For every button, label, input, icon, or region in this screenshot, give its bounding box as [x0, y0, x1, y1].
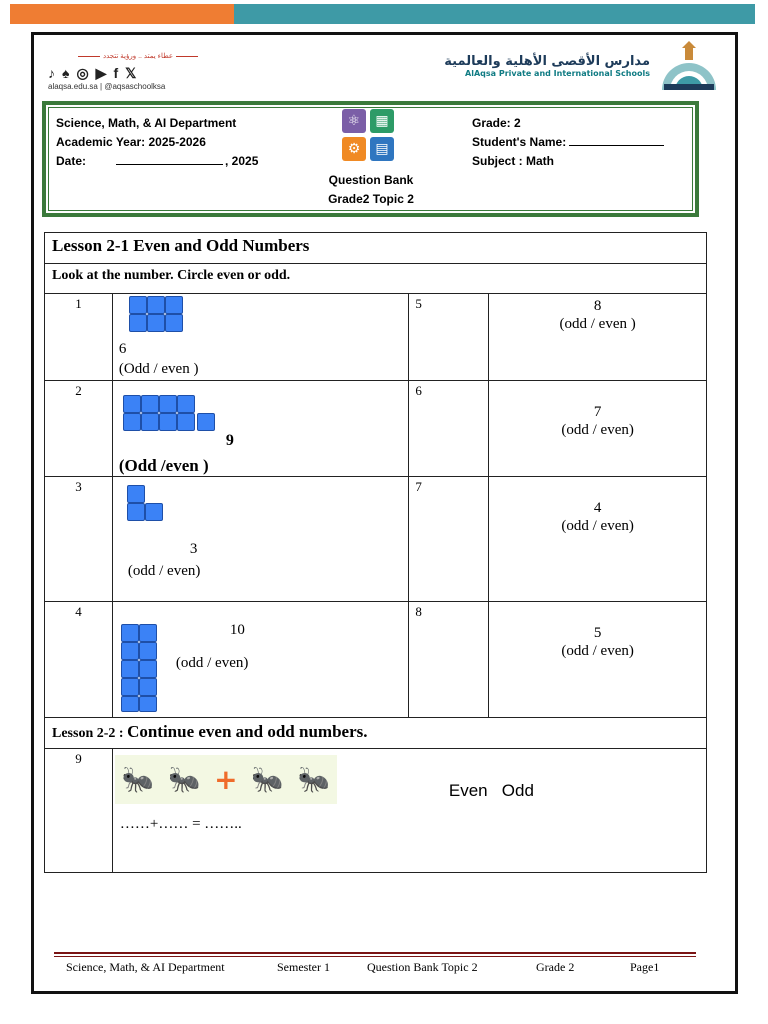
cube-block — [197, 413, 215, 431]
top-bar-teal — [234, 4, 755, 24]
question-row — [45, 749, 707, 873]
date-row: Date: , 2025 — [56, 154, 259, 168]
question-row — [45, 602, 707, 718]
question-number: 6 — [409, 381, 489, 477]
question-row — [45, 477, 707, 602]
question-cell — [489, 477, 707, 602]
instagram-icon[interactable]: ◎ — [76, 65, 89, 81]
question-row — [45, 294, 707, 381]
lesson-1-title: Lesson 2-1 Even and Odd Numbers — [45, 233, 707, 264]
school-name-ar: مدارس الأقصى الأهلية والعالمية — [444, 54, 650, 69]
cube-count: 3 — [189, 541, 198, 557]
footer-department: Science, Math, & AI Department — [66, 960, 225, 974]
cube-count: 10 — [229, 622, 245, 638]
cube-block — [165, 296, 183, 314]
school-logo-icon — [658, 40, 720, 92]
question-cell — [112, 477, 409, 602]
question-cell — [112, 749, 706, 873]
even-odd-options[interactable]: Even Odd — [448, 781, 534, 800]
question-cell — [112, 602, 409, 718]
youtube-icon[interactable]: ▶ — [95, 65, 107, 81]
number-value: 7 — [593, 404, 602, 420]
footer-topic: Question Bank Topic 2 — [367, 960, 478, 974]
cube-block — [121, 660, 139, 678]
abacus-icon: ▦ — [370, 109, 394, 133]
department-label: Science, Math, & AI Department — [56, 116, 237, 130]
subject-label: Subject : Math — [472, 154, 555, 168]
odd-even-choice[interactable]: (odd / even) — [175, 655, 249, 671]
question-number: 3 — [45, 477, 113, 602]
question-number: 1 — [45, 294, 113, 381]
footer-rule — [54, 956, 696, 957]
question-number: 5 — [409, 294, 489, 381]
grade-label: Grade: 2 — [472, 116, 521, 130]
odd-even-choice[interactable]: (Odd / even ) — [118, 361, 199, 377]
cube-count: 9 — [225, 432, 234, 449]
odd-even-choice[interactable]: (odd / even) — [561, 518, 634, 534]
cube-block — [121, 696, 139, 712]
cube-block — [121, 624, 139, 642]
cube-block — [147, 314, 165, 332]
cube-block — [141, 395, 159, 413]
cube-block — [121, 642, 139, 660]
worksheet-table — [44, 232, 707, 873]
school-branding — [444, 40, 720, 92]
subject-icons — [342, 109, 394, 161]
info-left — [56, 114, 258, 171]
question-bank-title: Question Bank Grade2 Topic 2 — [328, 173, 414, 206]
school-name-en: AlAqsa Private and International Schools — [465, 69, 650, 78]
cube-block — [123, 413, 141, 431]
student-name-row: Student's Name: — [472, 133, 664, 152]
social-handles: alaqsa.edu.sa | @aqsaschoolksa — [48, 82, 166, 91]
footer-page: Page1 — [630, 960, 660, 974]
calculator-icon: ▤ — [370, 137, 394, 161]
footer-grade: Grade 2 — [536, 960, 575, 974]
social-icons — [48, 66, 198, 80]
cube-block — [139, 624, 157, 642]
cube-block — [139, 660, 157, 678]
question-number: 8 — [409, 602, 489, 718]
student-name-field[interactable] — [569, 136, 664, 146]
cube-block — [147, 296, 165, 314]
info-right — [472, 114, 664, 171]
ant-icon: 🐜 — [121, 764, 155, 794]
ants-picture — [115, 755, 337, 804]
question-number: 9 — [45, 749, 113, 873]
cube-block — [139, 696, 157, 712]
question-number: 7 — [409, 477, 489, 602]
question-cell — [112, 381, 409, 477]
odd-even-choice[interactable]: (odd / even) — [127, 563, 201, 579]
facebook-icon[interactable]: f — [113, 65, 119, 81]
odd-even-choice[interactable]: (Odd /even ) — [118, 456, 209, 475]
odd-even-choice[interactable]: (odd / even) — [561, 643, 634, 659]
question-number: 2 — [45, 381, 113, 477]
plus-icon: + — [214, 763, 238, 796]
social-block — [48, 52, 198, 91]
cube-block — [159, 395, 177, 413]
cube-block — [141, 413, 159, 431]
ant-icon: 🐜 — [251, 764, 284, 794]
cube-block — [127, 485, 145, 503]
question-number: 4 — [45, 602, 113, 718]
odd-even-choice[interactable]: (odd / even) — [561, 422, 634, 438]
ant-icon: 🐜 — [297, 764, 330, 794]
footer-semester: Semester 1 — [277, 960, 330, 974]
equation-blank[interactable]: ……+…… = …….. — [119, 816, 242, 832]
footer-rule — [54, 952, 696, 954]
cube-block — [165, 314, 183, 332]
question-cell — [489, 294, 707, 381]
question-cell — [489, 381, 707, 477]
question-cell — [489, 602, 707, 718]
cube-block — [177, 413, 195, 431]
cube-block — [129, 314, 147, 332]
tagline — [48, 52, 198, 60]
cube-block — [127, 503, 145, 521]
top-bar-orange — [10, 4, 234, 24]
date-field[interactable] — [116, 154, 223, 165]
cube-block — [139, 642, 157, 660]
cube-block — [177, 395, 195, 413]
question-cell — [112, 294, 409, 381]
lesson-1-instruction: Look at the number. Circle even or odd. — [45, 264, 707, 294]
number-value: 5 — [593, 625, 602, 641]
lesson-2-title: Lesson 2-2 : Continue even and odd numbers. — [45, 718, 707, 749]
cube-block — [121, 678, 139, 696]
snapchat-icon[interactable]: ♠ — [62, 65, 70, 81]
cube-block — [139, 678, 157, 696]
gear-icon: ⚙ — [342, 137, 366, 161]
cube-block — [129, 296, 147, 314]
cube-block — [159, 413, 177, 431]
header-info-box — [42, 101, 699, 217]
x-icon[interactable]: 𝕏 — [125, 65, 137, 81]
academic-year-label: Academic Year: 2025-2026 — [56, 135, 206, 149]
cube-count: 6 — [118, 341, 127, 357]
question-row — [45, 381, 707, 477]
number-value: 4 — [593, 500, 602, 516]
tagline-text: عطاء يمتد .. ورؤية تتجدد — [102, 53, 173, 60]
tiktok-icon[interactable]: ♪ — [48, 65, 55, 81]
cube-block — [123, 395, 141, 413]
number-value: 8 — [593, 298, 602, 314]
odd-even-choice[interactable]: (odd / even ) — [559, 316, 636, 332]
atom-icon: ⚛ — [342, 109, 366, 133]
cube-block — [145, 503, 163, 521]
ant-icon: 🐜 — [167, 764, 201, 794]
top-color-bar — [10, 4, 755, 24]
